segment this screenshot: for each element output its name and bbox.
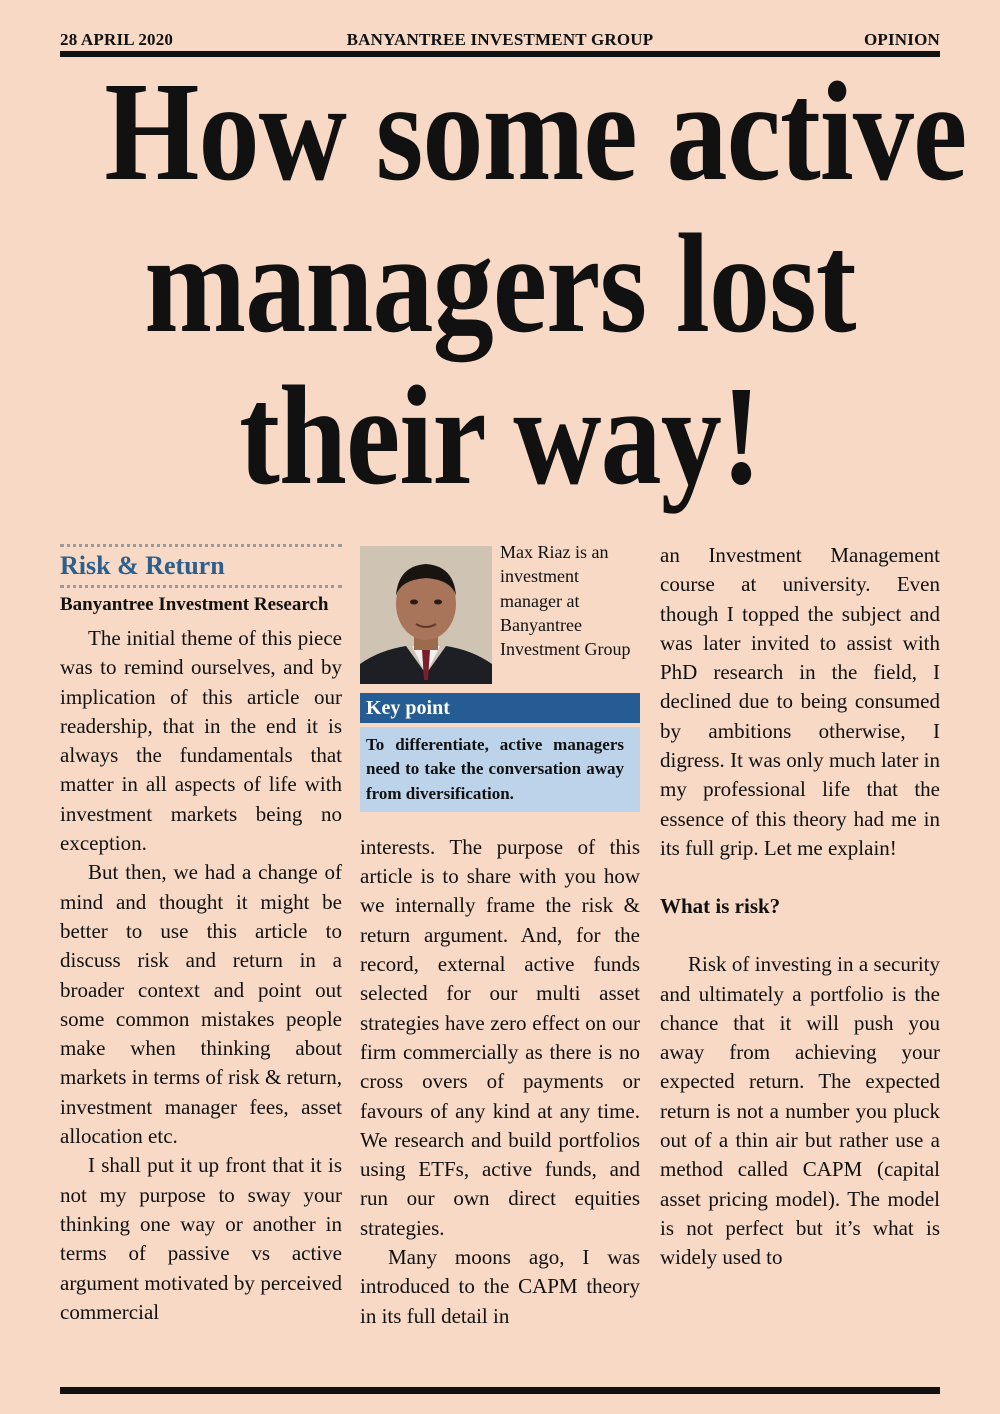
column-2-body xyxy=(360,833,640,1331)
author-photo xyxy=(360,546,492,684)
section-label: OPINION xyxy=(863,30,940,49)
paragraph: The initial theme of this piece was to remind ourselves, and by implication of this article our readership, that in the end it is always the fundamentals that matter in all aspects of life with investment markets being no exception. xyxy=(60,626,342,856)
column-1 xyxy=(60,540,342,1327)
paragraph: interests. The purpose of this article is to share with you how we internally frame the risk & return argument. And, for the record, external active funds selected for our multi asset strategies have zero effect on our firm commercially as there is no cross overs of payments or favours of any kind at any time. We research and build portfolios using ETFs, active funds, and run our own direct equities strategies. xyxy=(360,834,640,1240)
headline xyxy=(104,52,967,514)
paragraph: I shall put it up front that it is not my purpose to sway your thinking one way or another in terms of passive vs active argument motivated by perceived commercial xyxy=(60,1153,342,1324)
key-point-text: To differentiate, active managers need to take the conversation away from diversification. xyxy=(360,727,640,812)
headline-line-2: managers lost xyxy=(144,204,856,362)
paragraph: Many moons ago, I was introduced to the CAPM theory in its full detail in xyxy=(360,1245,640,1328)
byline: Banyantree Investment Research xyxy=(60,594,329,615)
section-kicker: Risk & Return xyxy=(60,551,225,580)
bottom-rule xyxy=(60,1387,940,1394)
publisher-name: BANYANTREE INVESTMENT GROUP xyxy=(346,30,654,49)
dotted-divider-bottom xyxy=(60,585,342,588)
column-2 xyxy=(360,540,640,1331)
paragraph: But then, we had a change of mind and thought it might be better to use this article to discuss risk and return in a broader context and point out some common mistakes people make when thinking about markets in terms of risk & return, investment manager fees, asset allocation etc. xyxy=(60,860,342,1149)
author-caption: Max Riaz is an investment manager at Banyantree Investment Group xyxy=(500,542,631,660)
headline-line-3: their way! xyxy=(239,356,761,514)
column-3 xyxy=(660,540,940,1273)
paragraph: Risk of investing in a security and ultimately a portfolio is the chance that it will push you away from achieving your expected return. The expected return is not a number you pluck out of a thin air but rather use a method called CAPM (capital asset pricing model). The model is not perfect but it’s what is widely used to xyxy=(660,952,940,1270)
issue-date: 28 APRIL 2020 xyxy=(60,30,174,49)
author-box xyxy=(360,540,640,685)
masthead xyxy=(60,28,940,50)
key-point-title: Key point xyxy=(360,693,640,723)
paragraph: an Investment Management course at university. Even though I topped the subject and was later invited to assist with PhD research in the field, I declined due to being consumed by ambitions otherwise, I digress. It was only much later in my professional life that the essence of this theory had me in its full grip. Let me explain! xyxy=(660,543,940,860)
author-portrait-icon xyxy=(360,546,492,684)
subheading: What is risk? xyxy=(660,894,781,919)
column-3-body xyxy=(660,541,940,1273)
column-1-body xyxy=(60,624,342,1327)
headline-line-1: How some active xyxy=(104,52,967,210)
